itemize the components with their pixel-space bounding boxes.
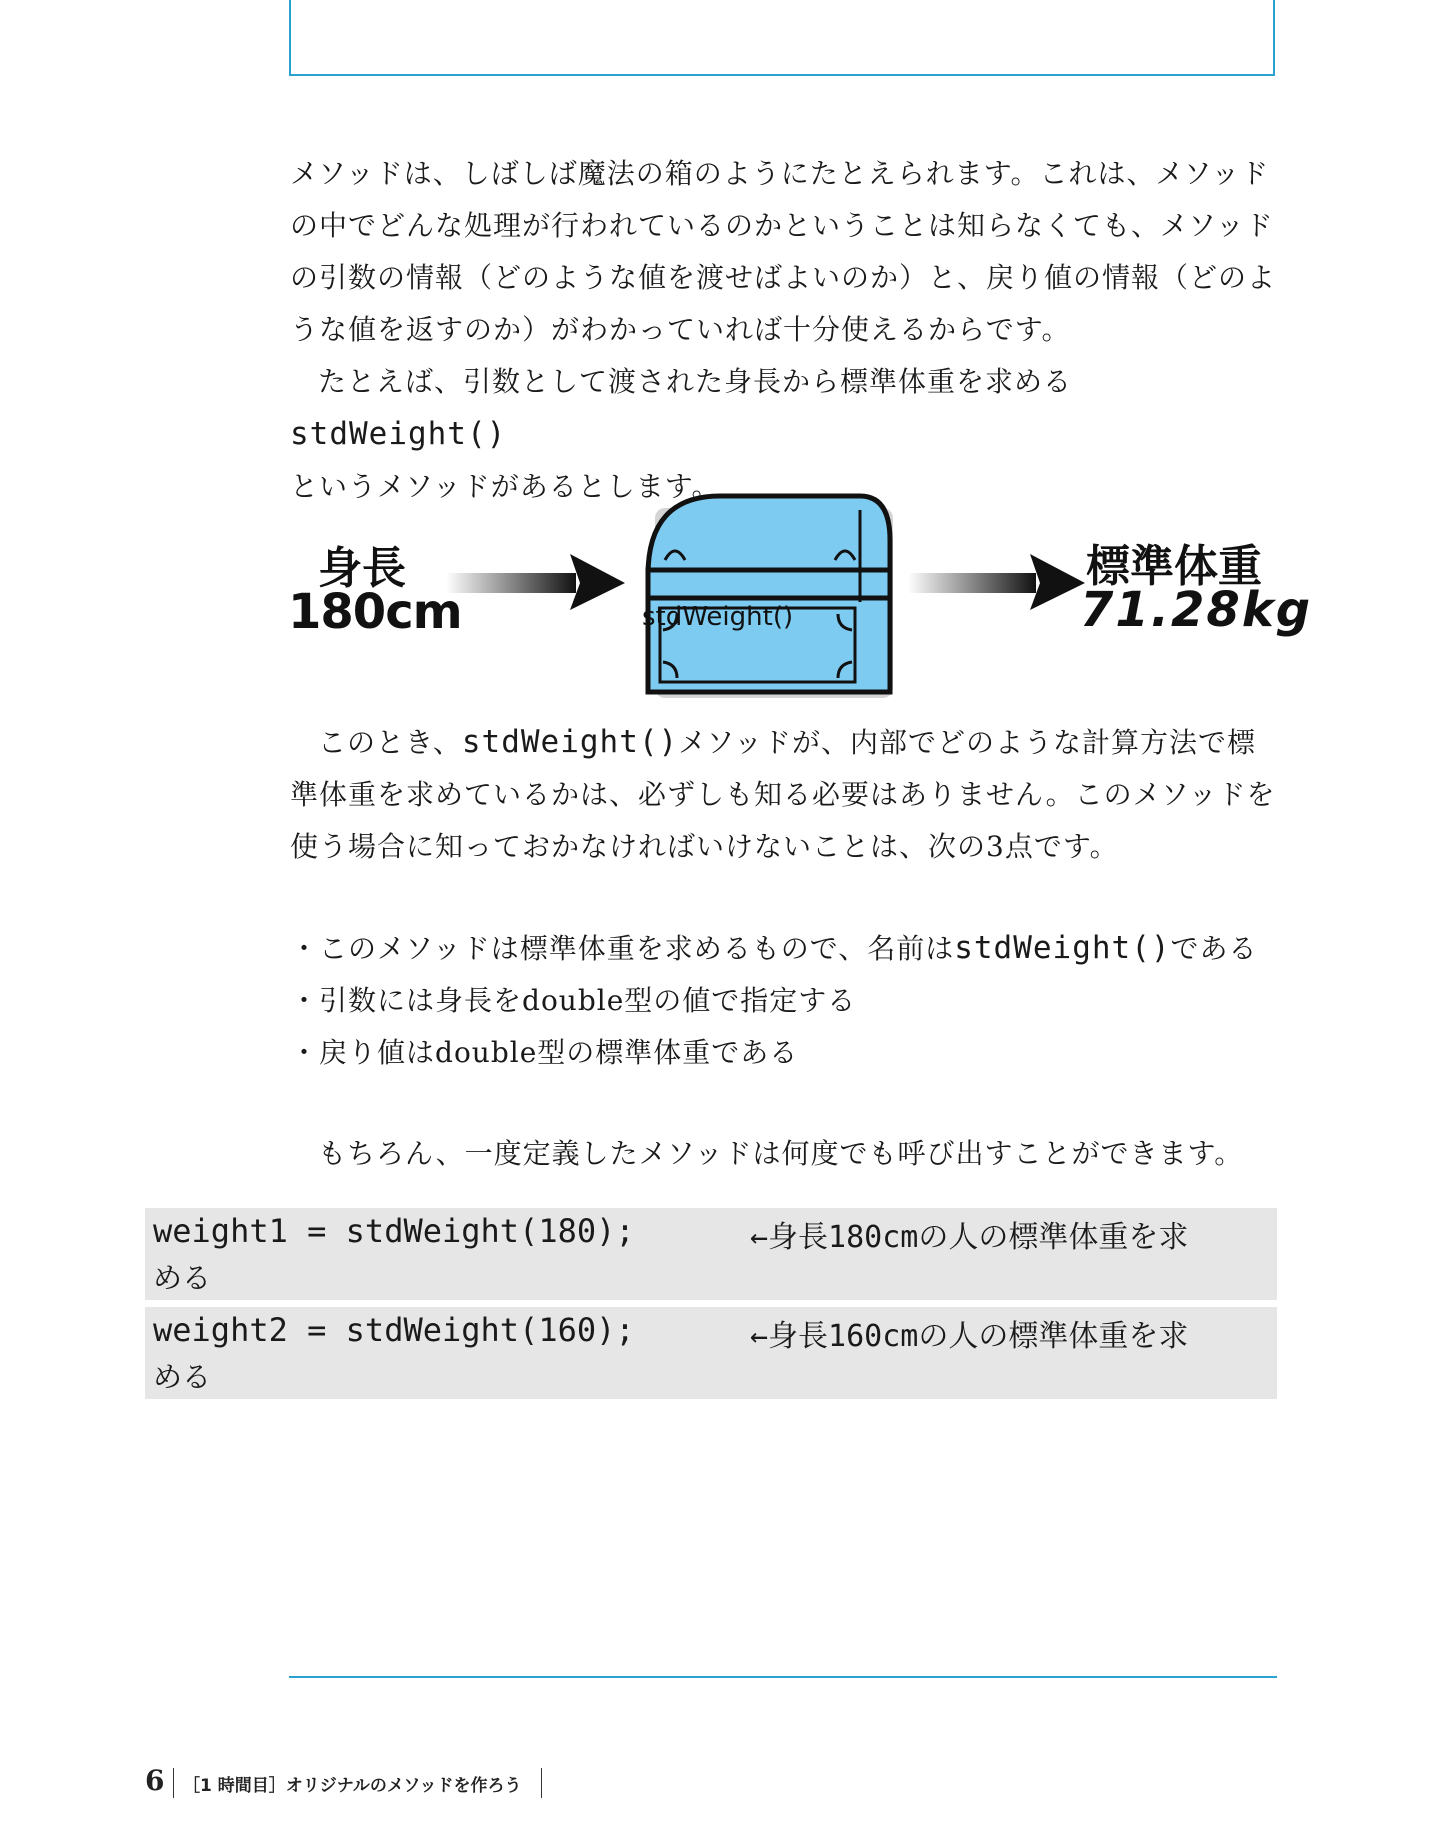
bottom-rule (289, 1676, 1277, 1678)
paragraph-explanation: このとき、stdWeight()メソッドが、内部でどのような計算方法で標準体重を求めているかは、必ずしも知る必要はありません。このメソッドを使う場合に知っておかなければいけないことは、次の3点です。 (290, 724, 1276, 863)
box-label: stdWeight() (642, 602, 794, 632)
method-diagram (280, 480, 1313, 700)
inline-code: stdWeight() (290, 416, 507, 452)
treasure-box-icon (648, 496, 893, 698)
code-line (145, 1208, 1277, 1300)
bullet-item: ・ 引数には身長をdouble型の値で指定する (290, 975, 1290, 1027)
running-head: ［1 時間目］オリジナルのメソッドを作ろう (183, 1776, 522, 1796)
paragraph-reuse: もちろん、一度定義したメソッドは何度でも呼び出すことができます。 (318, 1137, 1244, 1170)
output-name: 標準体重 (1086, 541, 1262, 592)
code-comment: ←身長160cmの人の標準体重を求 (750, 1319, 1189, 1354)
code-comment: ←身長180cmの人の標準体重を求 (750, 1220, 1189, 1255)
page-number: 6 (145, 1764, 165, 1797)
code-comment-wrap: める (153, 1261, 212, 1295)
code-line (145, 1307, 1277, 1399)
code-statement: weight1 = stdWeight(180); (153, 1212, 635, 1250)
code-comment-wrap: める (153, 1360, 212, 1394)
inline-code: stdWeight() (461, 724, 679, 760)
output-value: 71.28kg (1080, 582, 1313, 638)
bullet-item: ・ 戻り値はdouble型の標準体重である (290, 1027, 1290, 1079)
code-statement: weight2 = stdWeight(160); (153, 1311, 635, 1349)
footer-divider (541, 1768, 542, 1798)
paragraph-intro: メソッドは、しばしば魔法の箱のようにたとえられます。これは、メソッドの中でどんな処理が行われているのかということは知らなくても、メソッドの引数の情報（どのような値を渡せばよいのか）と、戻り値の情報（どのような値を返すのか）がわかっていれば十分使えるからです。 たとえば、引数として渡された身長から標準体重を求めるstdWeight() というメソッドがあるとします。 (290, 157, 1277, 503)
bullet-list (290, 922, 1290, 1079)
input-value: 180cm (288, 584, 462, 640)
top-frame-box (289, 0, 1275, 76)
output-arrow (908, 554, 1085, 610)
bullet-item: ・ このメソッドは標準体重を求めるもので、名前はstdWeight()である (290, 922, 1290, 975)
footer-divider (173, 1768, 174, 1798)
input-name: 身長 (318, 543, 406, 594)
input-arrow (446, 554, 625, 610)
